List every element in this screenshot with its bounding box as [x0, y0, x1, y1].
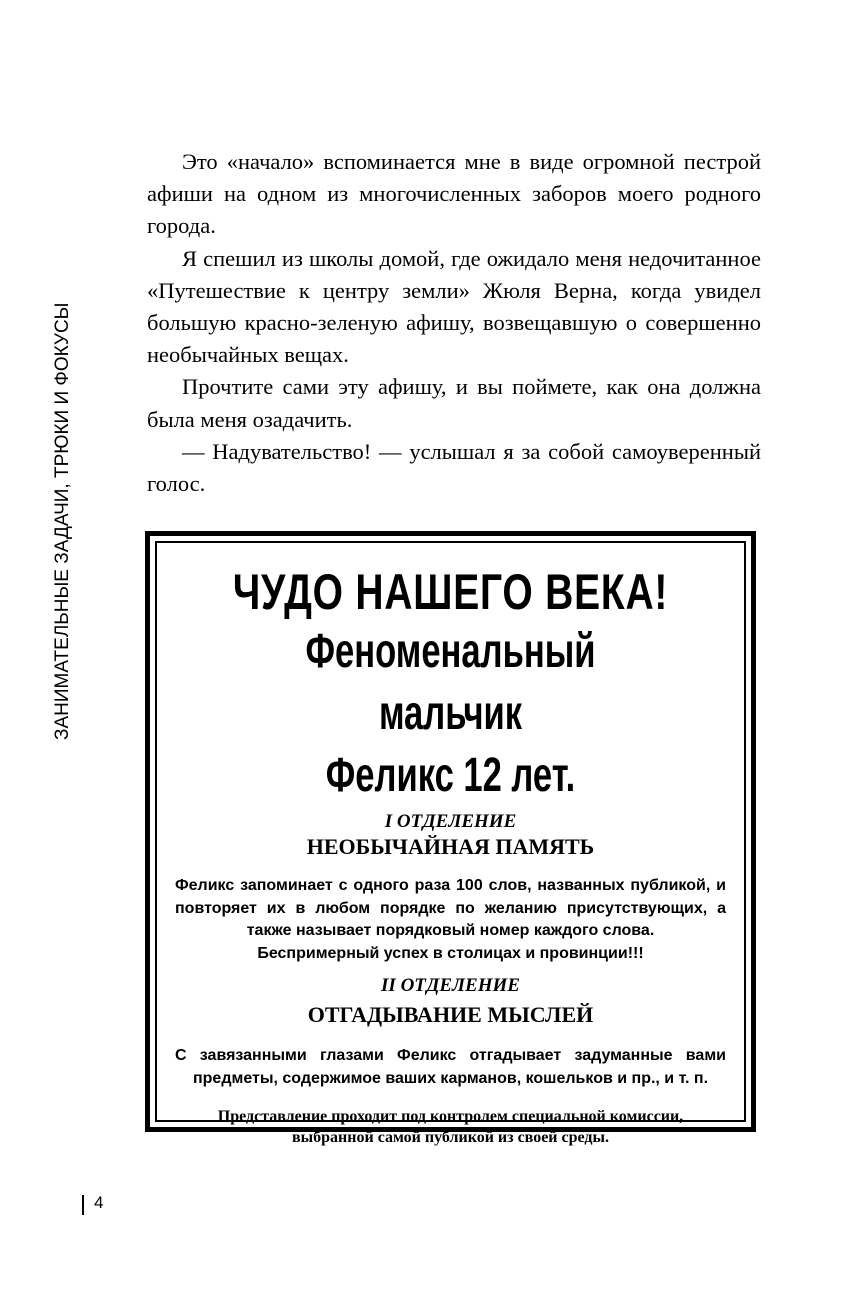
- section-1-success: Беспримерный успех в столицах и провинции!!!: [257, 944, 644, 962]
- poster-headline-1: ЧУДО НАШЕГО ВЕКА!: [232, 564, 669, 620]
- paragraph-1: Это «начало» вспоминается мне в виде огромной пестрой афиши на одном из многочисленных заборов моего родного города.: [147, 149, 761, 239]
- section-1-text: Феликс запоминает с одного раза 100 слов, названных публикой, и повторяет их в любом порядке по желанию присутствующих, а также называет порядковый номер каждого слова.: [175, 877, 726, 939]
- section-2-title: ОТГАДЫВАНИЕ МЫСЛЕЙ: [307, 1002, 594, 1027]
- paragraph-2: Я спешил из школы домой, где ожидало меня недочитанное «Путешествие к центру земли» Жюля Верна, когда увидел большую красно-зеленую афишу, возвещавшую о совершенно необычайных вещах.: [147, 245, 761, 368]
- section-2-text: С завязанными глазами Феликс отгадывает задуманные вами предметы, содержимое ваших карманов, кошельков и пр., и т. п.: [175, 1047, 726, 1087]
- section-2-label: II ОТДЕЛЕНИЕ: [381, 975, 520, 996]
- section-1-title: НЕОБЫЧАЙНАЯ ПАМЯТЬ: [306, 834, 595, 859]
- paragraph-3: Прочтите сами эту афишу, и вы поймете, как она должна была меня озадачить.: [147, 374, 761, 432]
- poster-headline-2: Феноменальный мальчик: [305, 625, 596, 740]
- poster-frame: [145, 531, 756, 1146]
- poster: [155, 541, 746, 1146]
- poster-note: Представление проходит под контролем специальной комиссии, выбранной самой публикой из своей среды.: [217, 1108, 684, 1146]
- running-head: ЗАНИМАТЕЛЬНЫЕ ЗАДАЧИ, ТРЮКИ И ФОКУСЫ: [52, 302, 73, 740]
- page-number-value: 4: [94, 1193, 104, 1212]
- page-number: [82, 1193, 103, 1213]
- body-text: [147, 146, 761, 500]
- poster-headline-3: Феликс 12 лет.: [325, 749, 576, 802]
- paragraph-4: — Надувательство! — услышал я за собой самоуверенный голос.: [147, 438, 761, 497]
- section-1-label: I ОТДЕЛЕНИЕ: [384, 811, 517, 832]
